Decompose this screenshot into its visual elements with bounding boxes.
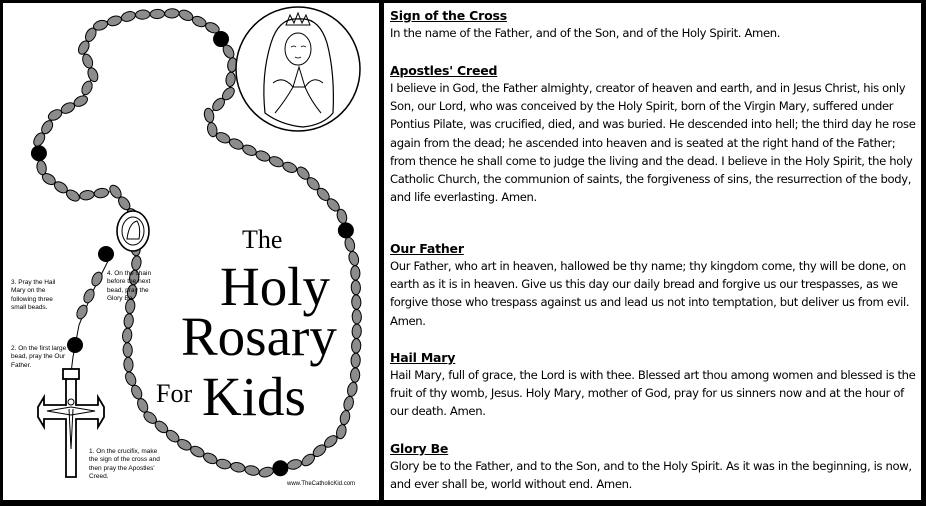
small-bead xyxy=(286,458,302,471)
small-bead xyxy=(130,384,144,401)
prayer-title: Hail Mary xyxy=(390,350,456,365)
small-bead xyxy=(342,395,355,411)
small-bead xyxy=(79,190,95,201)
small-bead xyxy=(347,250,360,266)
large-bead xyxy=(31,145,47,161)
prayer-title: Apostles' Creed xyxy=(390,63,498,78)
small-bead xyxy=(343,236,356,252)
prayer-title: Sign of the Cross xyxy=(390,8,507,23)
step-3-text: 3. Pray the Hail Mary on the following three small beads. xyxy=(11,279,56,312)
small-bead xyxy=(346,381,359,397)
small-bead xyxy=(352,324,362,339)
prayer-apostles-creed xyxy=(390,62,918,206)
small-bead xyxy=(123,343,133,358)
small-bead xyxy=(81,53,95,70)
prayer-glory-be xyxy=(390,440,918,493)
prayer-text: Glory be to the Father, and to the Son, and to the Holy Spirit. As it was in the beginning, is now, and ever shall be, world without end. Amen. xyxy=(390,459,912,492)
title-rosary: Rosary xyxy=(181,306,337,367)
prayer-title: Glory Be xyxy=(390,441,449,456)
prayer-text: I believe in God, the Father almighty, creator of heaven and earth, and in Jesus Christ, his only Son, our Lord, who was conceived by the Holy Spirit, born of the Virgin Mary, suffered under Pontius Pilate, was crucified, died, and was buried. He descended into hell; the third day he rose again from the dead; he ascended into heaven and is seated at the right hand of the Father; from thence he shall come to judge the living and the dead. I believe in the Holy Spirit, the holy Catholic Church, the communion of saints, the forgiveness of sins, the resurrection of the body, and life everlasting. Amen. xyxy=(390,81,916,205)
title-for: For xyxy=(156,379,193,408)
step-2-text: 2. On the first large bead, pray the Our Father. xyxy=(11,345,67,369)
prayer-text: Hail Mary, full of grace, the Lord is with thee. Blessed art thou among women and blessed is the fruit of thy womb, Jesus. Holy Mary, mother of God, pray for us sinners now and at the hour of our death. Amen. xyxy=(390,368,916,419)
large-bead xyxy=(338,222,354,238)
title-kids: Kids xyxy=(202,366,306,427)
small-bead xyxy=(150,9,165,19)
rosary-illustration-panel xyxy=(3,3,379,500)
prayer-our-father xyxy=(390,240,918,330)
small-bead xyxy=(135,10,150,20)
small-bead xyxy=(225,72,236,87)
rosary-drawing xyxy=(3,3,379,500)
title-holy: Holy xyxy=(220,256,330,317)
small-bead xyxy=(122,328,133,343)
prayers-panel xyxy=(384,3,921,500)
small-bead xyxy=(258,466,274,479)
step-1-text: 1. On the crucifix, make the sign of the cross and then pray the Apostles' Creed. xyxy=(89,448,160,481)
prayer-sign-of-the-cross xyxy=(390,7,918,42)
small-bead xyxy=(36,160,48,176)
mary-portrait-icon xyxy=(236,7,360,131)
small-bead xyxy=(244,464,260,476)
small-bead xyxy=(106,14,123,27)
small-bead xyxy=(165,8,180,18)
small-bead xyxy=(123,357,133,372)
small-bead xyxy=(120,10,137,23)
miraculous-medal-icon xyxy=(117,211,149,251)
prayer-text: In the name of the Father, and of the Son, and of the Holy Spirit. Amen. xyxy=(390,26,781,40)
small-bead xyxy=(351,295,361,310)
small-bead xyxy=(350,368,360,383)
small-bead xyxy=(86,66,100,83)
small-bead xyxy=(268,155,285,169)
small-bead xyxy=(339,409,352,425)
small-bead xyxy=(80,80,94,97)
website-text: www.TheCatholicKid.com xyxy=(287,481,356,487)
small-bead xyxy=(82,288,96,305)
small-bead xyxy=(131,255,142,271)
title-the: The xyxy=(242,225,283,254)
prayer-title: Our Father xyxy=(390,241,464,256)
prayer-hail-mary xyxy=(390,349,918,421)
large-bead xyxy=(98,246,114,262)
small-bead xyxy=(123,313,134,328)
large-bead xyxy=(272,460,288,476)
prayer-text: Our Father, who art in heaven, hallowed be thy name; thy kingdom come, thy will be done, on earth as it is in heaven. Give us this day our daily bread and forgive us our trespasses, as we forgive those who trespass against us and lead us not into temptation, but deliver us from evil. Amen. xyxy=(390,259,910,328)
small-bead xyxy=(351,339,361,354)
small-bead xyxy=(350,266,360,281)
small-bead xyxy=(352,309,362,324)
small-bead xyxy=(281,160,298,174)
small-bead xyxy=(351,280,361,295)
large-bead xyxy=(67,337,83,353)
small-bead xyxy=(230,461,246,473)
small-bead xyxy=(254,149,271,163)
step-4-text: 4. On the chain before the next bead, pray the Glory Be. xyxy=(107,270,152,303)
small-bead xyxy=(216,458,232,470)
small-bead xyxy=(351,353,361,368)
small-bead xyxy=(94,187,110,198)
small-bead xyxy=(124,370,138,387)
